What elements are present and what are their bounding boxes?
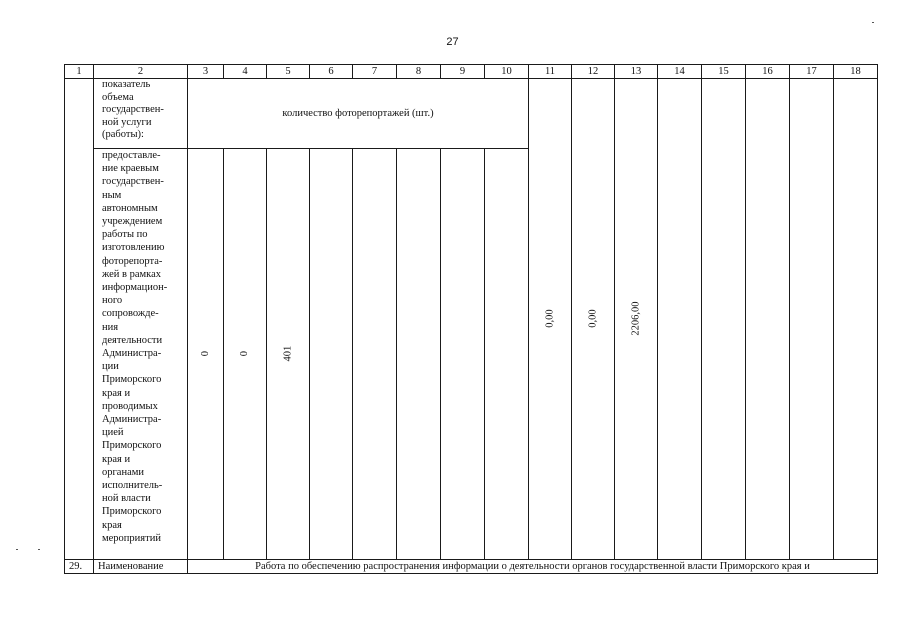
indicator-merged-text: количество фоторепортажей (шт.) xyxy=(188,79,529,149)
column-header: 9 xyxy=(441,65,485,79)
indicator-row xyxy=(65,79,878,149)
value-cell-c11 xyxy=(529,79,572,560)
row-29-label: Наименование xyxy=(94,560,188,574)
column-header: 1 xyxy=(65,65,94,79)
empty-cell xyxy=(834,79,878,560)
row-number-cell xyxy=(65,79,94,560)
value-c11: 0,00 xyxy=(544,309,556,329)
scan-speck xyxy=(872,22,874,23)
column-header: 13 xyxy=(615,65,658,79)
column-header: 2 xyxy=(94,65,188,79)
column-header: 12 xyxy=(572,65,615,79)
value-c12: 0,00 xyxy=(587,309,599,329)
column-header: 3 xyxy=(188,65,224,79)
empty-cell xyxy=(353,149,397,560)
scan-speck xyxy=(16,549,18,550)
indicator-label: показатель объема государствен- ной услуги (работы): xyxy=(94,79,188,149)
column-header: 14 xyxy=(658,65,702,79)
row-29-text: Работа по обеспечению распространения информации о деятельности органов государственной власти Приморского края и xyxy=(188,560,878,574)
column-header: 4 xyxy=(224,65,267,79)
value-c3: 0 xyxy=(199,351,211,357)
page-number: 27 xyxy=(446,36,459,48)
column-header: 10 xyxy=(485,65,529,79)
row-29-number: 29. xyxy=(65,560,94,574)
value-cell-c4 xyxy=(224,149,267,560)
column-header: 11 xyxy=(529,65,572,79)
column-header: 15 xyxy=(702,65,746,79)
empty-cell xyxy=(746,79,790,560)
value-cell-c3 xyxy=(188,149,224,560)
value-c4: 0 xyxy=(239,351,251,357)
value-c5: 401 xyxy=(282,346,294,362)
column-header: 8 xyxy=(397,65,441,79)
service-description: предоставле- ние краевым государствен- ным автономным учреждением работы по изготовлению фоторепорта- жей в рамках информацион- ного сопровожде- ния деятельности Администра- ции Приморского края и проводимых Администра- цией Приморского края и органами исполнитель- ной власти Приморского края мероприятий xyxy=(94,149,188,560)
value-cell-c5 xyxy=(267,149,310,560)
column-header: 6 xyxy=(310,65,353,79)
empty-cell xyxy=(658,79,702,560)
value-c13: 2206,00 xyxy=(630,301,642,337)
header-row xyxy=(65,65,878,79)
column-header: 18 xyxy=(834,65,878,79)
empty-cell xyxy=(441,149,485,560)
empty-cell xyxy=(790,79,834,560)
column-header: 7 xyxy=(353,65,397,79)
empty-cell xyxy=(485,149,529,560)
value-cell-c13 xyxy=(615,79,658,560)
column-header: 17 xyxy=(790,65,834,79)
empty-cell xyxy=(397,149,441,560)
empty-cell xyxy=(702,79,746,560)
column-header: 5 xyxy=(267,65,310,79)
data-table xyxy=(64,64,878,574)
value-cell-c12 xyxy=(572,79,615,560)
column-header: 16 xyxy=(746,65,790,79)
scan-speck xyxy=(38,549,40,550)
row-29 xyxy=(65,560,878,574)
empty-cell xyxy=(310,149,353,560)
